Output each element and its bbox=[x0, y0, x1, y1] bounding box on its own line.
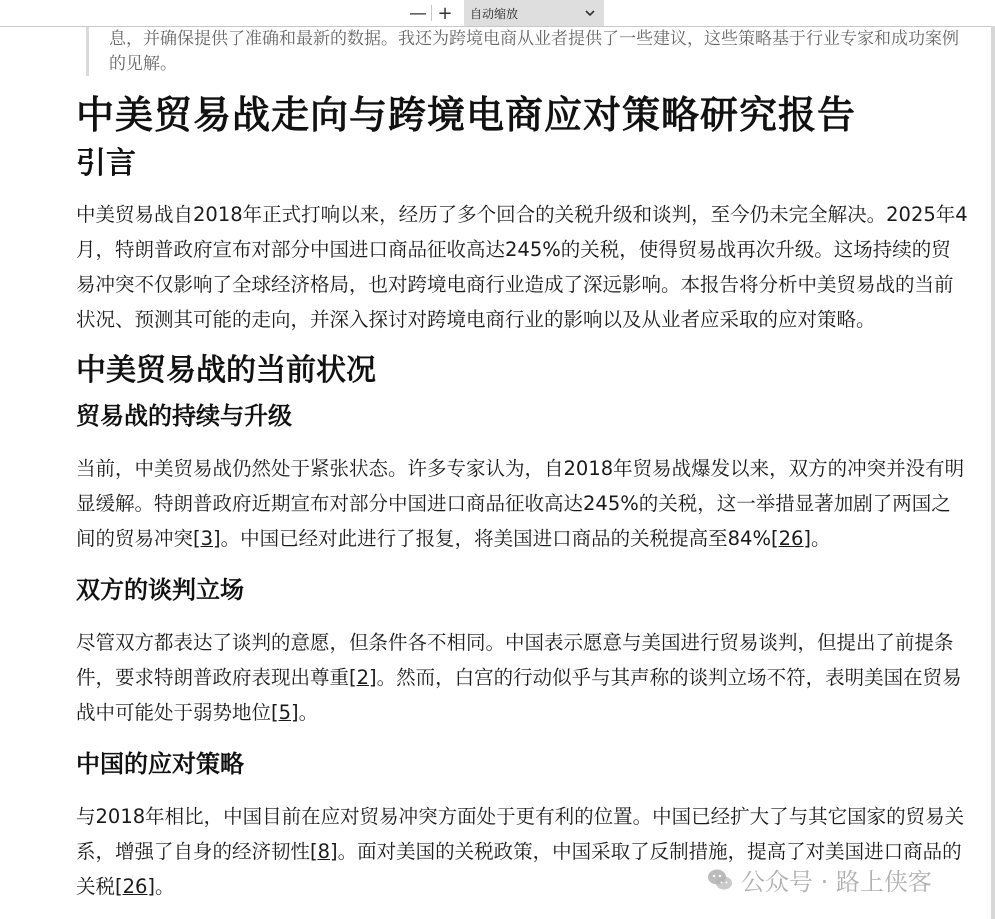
citation-link[interactable]: [3] bbox=[193, 527, 221, 550]
intro-paragraph: 中美贸易战自2018年正式打响以来，经历了多个回合的关税升级和谈判，至今仍未完全解决。2025年4月，特朗普政府宣布对部分中国进口商品征收高达245%的关税，使得贸易战再次升级。这场持续的贸易冲突不仅影响了全球经济格局，也对跨境电商行业造成了深远影响。本报告将分析中美贸易战的当前状况、预测其可能的走向，并深入探讨对跨境电商行业的影响以及从业者应采取的应对策略。 bbox=[76, 203, 968, 331]
watermark bbox=[707, 862, 932, 897]
paragraph-text: 与2018年相比，中国目前在应对贸易冲突方面处于更有利的位置。中国已经扩大了与其它国家的贸易关系，增强了自身的经济韧性 bbox=[76, 805, 965, 863]
subheading-trade-war-escalation: 贸易战的持续与升级 bbox=[76, 402, 292, 430]
paragraph-text: 。面对美国的关税政策，中国采取了反制措施，提高了对美国进口商品的关税 bbox=[76, 840, 962, 898]
paragraph-trade-war-escalation bbox=[76, 451, 968, 556]
section-heading-current-status: 中美贸易战的当前状况 bbox=[76, 353, 376, 388]
subheading-negotiation-positions: 双方的谈判立场 bbox=[76, 576, 244, 604]
paragraph-text: 。 bbox=[811, 527, 831, 550]
paragraph-negotiation-positions bbox=[76, 625, 968, 730]
citation-link[interactable]: [2] bbox=[349, 666, 377, 689]
zoom-in-button[interactable]: + bbox=[437, 2, 453, 24]
citation-link[interactable]: [26] bbox=[115, 875, 156, 898]
zoom-toolbar bbox=[405, 0, 604, 26]
citation-link[interactable]: [8] bbox=[310, 840, 338, 863]
paragraph-text: 当前，中美贸易战仍然处于紧张状态。许多专家认为，自2018年贸易战爆发以来，双方的冲突并没有明显缓解。特朗普政府近期宣布对部分中国进口商品征收高达245%的关税，这一举措显著加剧了两国之间的贸易冲突 bbox=[76, 457, 965, 550]
subheading-china-response: 中国的应对策略 bbox=[76, 750, 244, 778]
blockquote: 息，并确保提供了准确和最新的数据。我还为跨境电商从业者提供了一些建议，这些策略基于行业专家和成功案例的见解。 bbox=[86, 27, 968, 76]
zoom-select-value: 自动缩放 bbox=[470, 6, 519, 21]
document-title: 中美贸易战走向与跨境电商应对策略研究报告 bbox=[76, 93, 857, 137]
section-heading-intro: 引言 bbox=[76, 146, 136, 181]
watermark-text: 公众号 · 路上侠客 bbox=[741, 868, 932, 896]
chevron-down-icon bbox=[584, 7, 596, 19]
citation-link[interactable]: [5] bbox=[271, 701, 299, 724]
document-page bbox=[76, 27, 968, 904]
zoom-select[interactable] bbox=[464, 0, 604, 26]
wechat-icon bbox=[707, 867, 733, 893]
paragraph-text: 。中国已经对此进行了报复，将美国进口商品的关税提高至84% bbox=[220, 527, 771, 550]
paragraph-text: 。 bbox=[155, 875, 175, 898]
citation-link[interactable]: [26] bbox=[770, 527, 812, 550]
paragraph-text: 尽管双方都表达了谈判的意愿，但条件各不相同。中国表示愿意与美国进行贸易谈判，但提出了前提条件，要求特朗普政府表现出尊重 bbox=[76, 631, 954, 689]
paragraph-text: 。然而，白宫的行动似乎与其声称的谈判立场不符，表明美国在贸易战中可能处于弱势地位 bbox=[76, 666, 962, 724]
zoom-out-button[interactable]: — bbox=[409, 2, 427, 24]
paragraph-text: 。 bbox=[298, 701, 319, 724]
vertical-scrollbar[interactable] bbox=[991, 26, 995, 919]
